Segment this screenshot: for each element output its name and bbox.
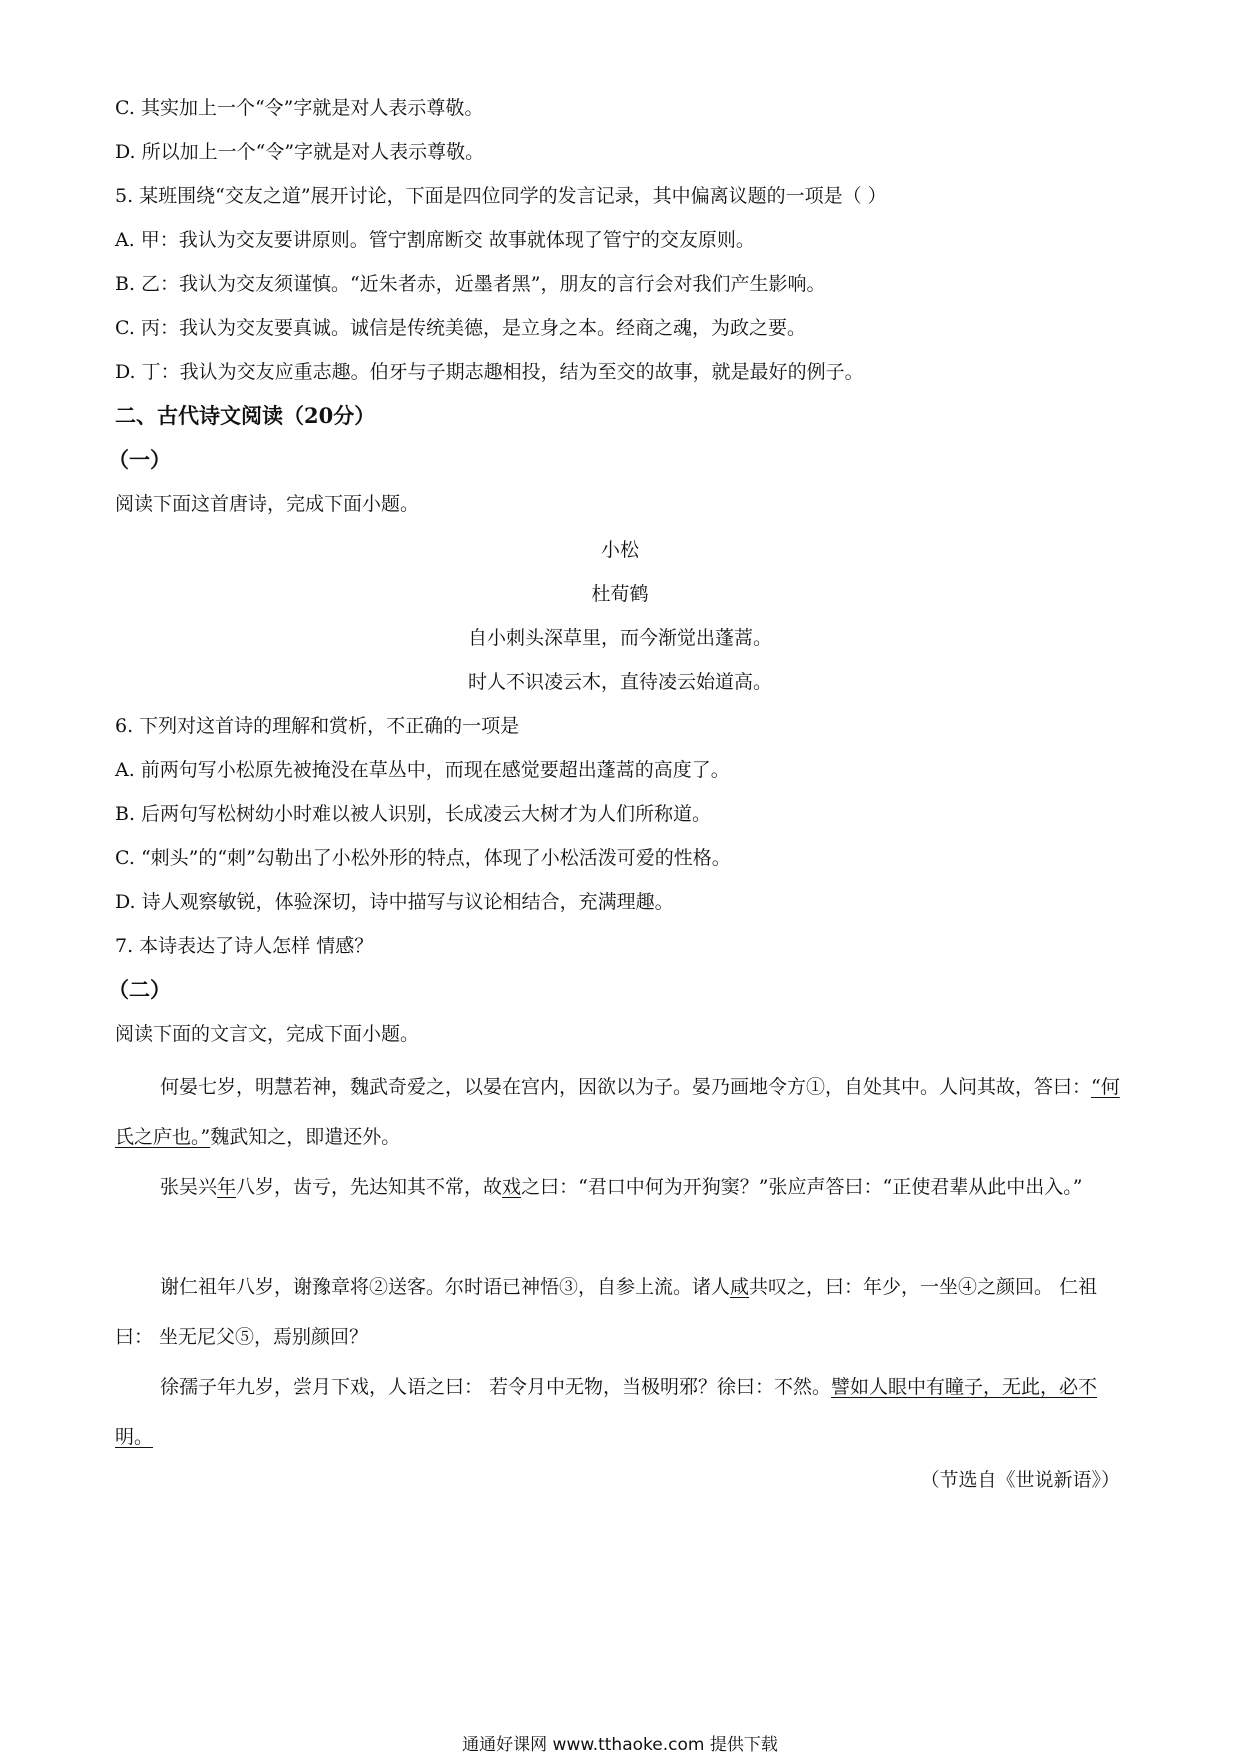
poem-line-2: 时人不识凌云木，直待凌云始道高。: [467, 671, 772, 693]
passage-4-underlined: 譬如人眼中有瞳子，无此，必不明。: [115, 1376, 1098, 1448]
poem-line-1: 自小刺头深草里，而今渐觉出蓬蒿。: [467, 627, 772, 649]
instruction-two: 阅读下面的文言文，完成下面小题。: [115, 1023, 420, 1045]
q5-stem: 5. 某班围绕“交友之道”展开讨论，下面是四位同学的发言记录，其中偏离议题的一项是（ ）: [115, 185, 887, 207]
q6-stem: 6. 下列对这首诗的理解和赏析，不正确的一项是: [115, 715, 520, 737]
passage-2-underlined-nian: 年: [217, 1176, 237, 1198]
passage-1-text-b: 魏武知之，即遣还外。: [210, 1126, 401, 1148]
q5-option-b: B. 乙：我认为交友须谨慎。“近朱者赤，近墨者黑”，朋友的言行会对我们产生影响。: [115, 273, 826, 295]
passage-paragraph-4: [115, 1362, 1125, 1462]
q7-stem: 7. 本诗表达了诗人怎样 情感？: [115, 935, 374, 957]
passage-4-text-a: 徐孺子年九岁，尝月下戏，人语之曰： 若令月中无物，当极明邪？徐曰：不然。: [160, 1376, 832, 1398]
passage-2-text-c: 之曰：“君口中何为开狗窦？”张应声答曰：“正使君辈从此中出入。”: [521, 1176, 1083, 1198]
part-two-heading: （二）: [108, 977, 171, 1002]
passage-3-underlined-xian: 咸: [730, 1276, 750, 1298]
q4-option-d: D. 所以加上一个“令”字就是对人表示尊敬。: [115, 141, 485, 163]
passage-3-text-a: 谢仁祖年八岁，谢豫章将②送客。尔时语已神悟③，自参上流。诸人: [160, 1276, 731, 1298]
passage-1-text-a: 何晏七岁，明慧若神，魏武奇爱之，以晏在宫内，因欲以为子。晏乃画地令方①，自处其中。人问其故，答曰：: [160, 1076, 1092, 1098]
passage-paragraph-1: [115, 1062, 1125, 1162]
footer-watermark: 通通好课网 www.tthaoke.com 提供下载: [462, 1735, 778, 1755]
part-one-heading: （一）: [108, 447, 171, 472]
passage-2-underlined-xi: 戏: [502, 1176, 522, 1198]
passage-source: （节选自《世说新语》）: [920, 1469, 1120, 1491]
q6-option-a: A. 前两句写小松原先被掩没在草丛中，而现在感觉要超出蓬蒿的高度了。: [115, 759, 730, 781]
passage-paragraph-3: [115, 1262, 1125, 1362]
passage-2-text-b: 八岁，齿亏，先达知其不常，故: [236, 1176, 503, 1198]
q6-option-c: C. “刺头”的“刺”勾勒出了小松外形的特点，体现了小松活泼可爱的性格。: [115, 847, 731, 869]
instruction-one: 阅读下面这首唐诗，完成下面小题。: [115, 493, 420, 515]
passage-2-text-a: 张吴兴: [160, 1176, 218, 1198]
section-title: 二、古代诗文阅读（20分）: [115, 403, 376, 428]
poem-title: 小松: [600, 539, 639, 561]
q5-option-d: D. 丁：我认为交友应重志趣。伯牙与子期志趣相投，结为至交的故事，就是最好的例子。: [115, 361, 864, 383]
q6-option-d: D. 诗人观察敏锐，体验深切，诗中描写与议论相结合，充满理趣。: [115, 891, 674, 913]
passage-3-text-b: 共叹之，曰：年少，一坐④之颜回。 仁祖曰： 坐无尼父⑤，焉别颜回？: [115, 1276, 1098, 1348]
passage-1-underlined: “何氏之庐也。”: [115, 1076, 1120, 1148]
q6-option-b: B. 后两句写松树幼小时难以被人识别，长成凌云大树才为人们所称道。: [115, 803, 712, 825]
passage-paragraph-2: [115, 1162, 1125, 1212]
q5-option-c: C. 丙：我认为交友要真诚。诚信是传统美德，是立身之本。经商之魂，为政之要。: [115, 317, 806, 339]
q4-option-c: C. 其实加上一个“令”字就是对人表示尊敬。: [115, 97, 484, 119]
poem-author: 杜荀鹤: [591, 583, 649, 605]
q5-option-a: A. 甲：我认为交友要讲原则。管宁割席断交 故事就体现了管宁的交友原则。: [115, 229, 755, 251]
